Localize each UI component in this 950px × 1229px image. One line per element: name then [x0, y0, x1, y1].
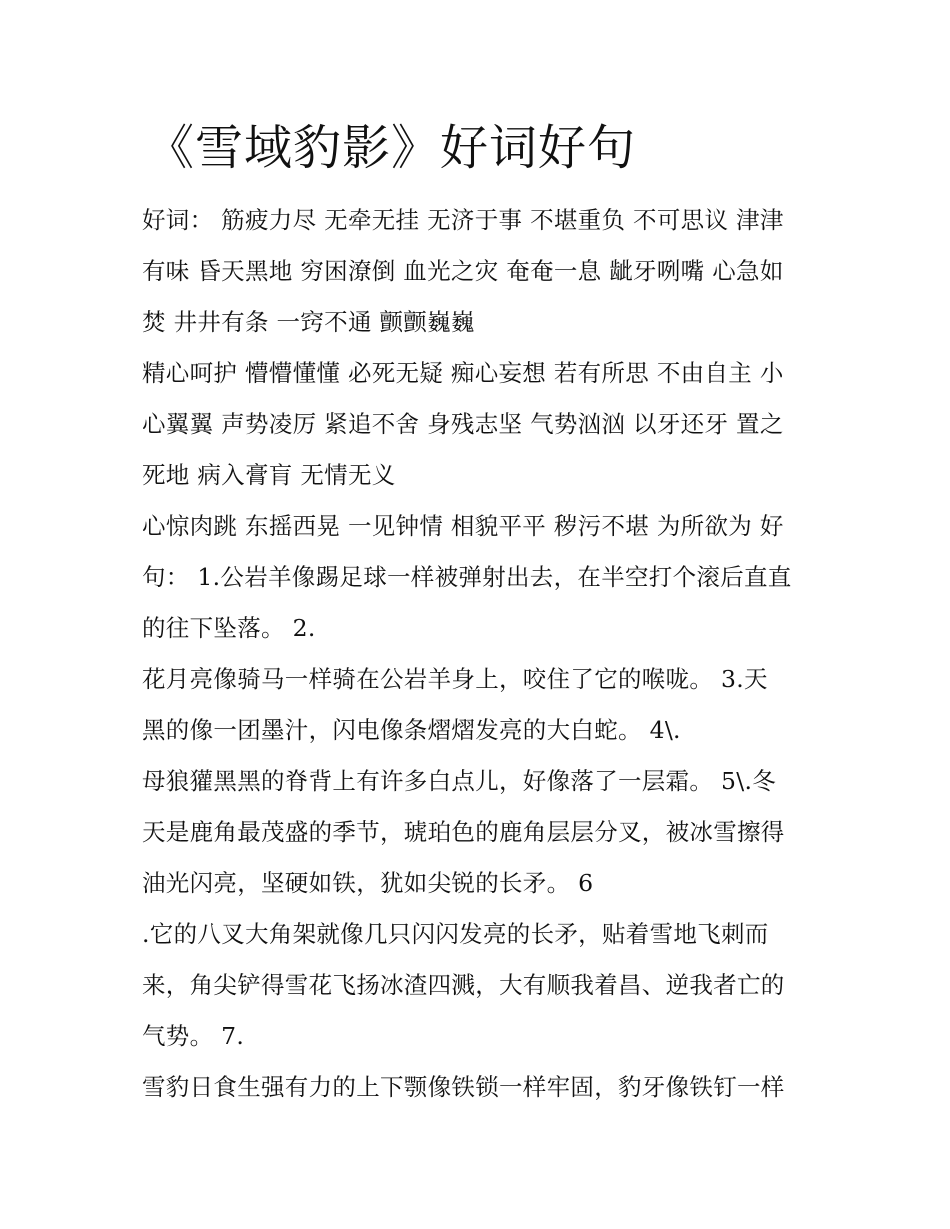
text-line: 母狼獾黑黑的脊背上有许多白点儿，好像落了一层霜。 5\.冬: [142, 767, 777, 795]
text-line: 的往下坠落。 2.: [142, 614, 316, 642]
text-line: 精心呵护 懵懵懂懂 必死无疑 痴心妄想 若有所思 不由自主 小: [142, 359, 784, 387]
text-line: 来，角尖铲得雪花飞扬冰渣四溅，大有顺我着昌、逆我者亡的: [142, 971, 785, 999]
text-line: 黑的像一团墨汁，闪电像条熠熠发亮的大白蛇。 4\.: [142, 716, 681, 744]
text-line: 句： 1.公岩羊像踢足球一样被弹射出去，在半空打个滚后直直: [142, 563, 792, 591]
text-line: 雪豹日食生强有力的上下颚像铁锁一样牢固，豹牙像铁钉一样: [142, 1073, 785, 1101]
text-line: 心翼翼 声势凌厉 紧追不舍 身残志坚 气势汹汹 以牙还牙 置之: [142, 410, 784, 438]
text-line: 有味 昏天黑地 穷困潦倒 血光之灾 奄奄一息 龇牙咧嘴 心急如: [142, 257, 784, 285]
text-line: 好词： 筋疲力尽 无牵无挂 无济于事 不堪重负 不可思议 津津: [142, 206, 784, 234]
text-line: 焚 井井有条 一窍不通 颤颤巍巍: [142, 308, 475, 336]
text-line: 天是鹿角最茂盛的季节，琥珀色的鹿角层层分叉，被冰雪擦得: [142, 818, 785, 846]
text-line: 气势。 7.: [142, 1022, 245, 1050]
text-line: 死地 病入膏肓 无情无义: [142, 461, 396, 489]
text-line: 花月亮像骑马一样骑在公岩羊身上，咬住了它的喉咙。 3.天: [142, 665, 768, 693]
text-line: .它的八叉大角架就像几只闪闪发亮的长矛，贴着雪地飞刺而: [142, 920, 769, 948]
text-line: 心惊肉跳 东摇西晃 一见钟情 相貌平平 秽污不堪 为所欲为 好: [142, 512, 784, 540]
document-title: 《雪域豹影》好词好句: [146, 120, 637, 176]
document-body: [142, 195, 822, 1113]
text-line: 油光闪亮，坚硬如铁，犹如尖锐的长矛。 6: [142, 869, 594, 897]
